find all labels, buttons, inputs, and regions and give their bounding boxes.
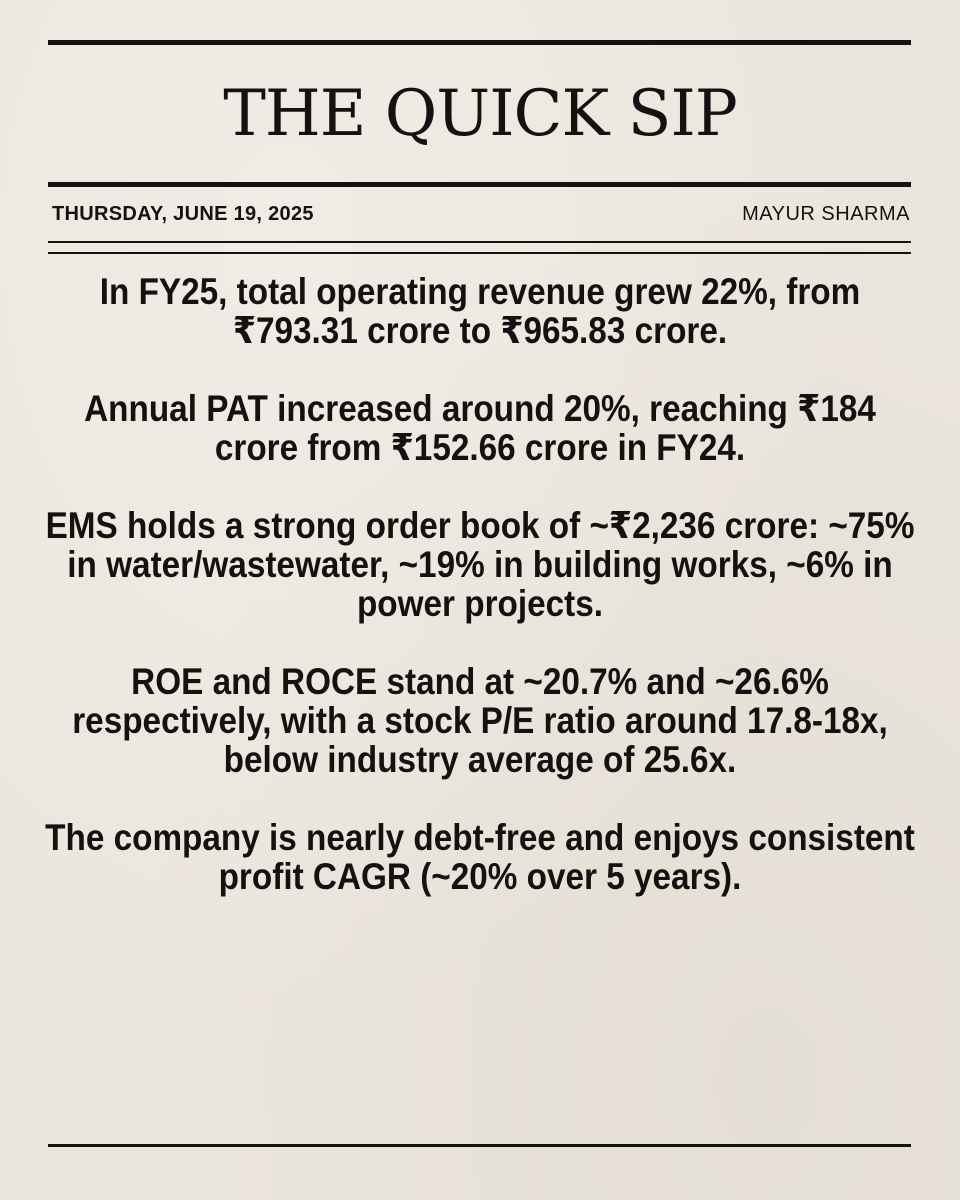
paragraph-debt: The company is nearly debt-free and enjoys consistent profit CAGR (~20% over 5 years). (45, 817, 915, 897)
paragraph-order-book: EMS holds a strong order book of ~₹2,236 crore: ~75% in water/wastewater, ~19% in building works, ~6% in power projects. (45, 505, 915, 624)
bottom-rule (48, 1144, 911, 1147)
dateline-rule-lower (48, 252, 911, 254)
dateline: THURSDAY, JUNE 19, 2025 (52, 203, 314, 225)
paragraph-ratios: ROE and ROCE stand at ~20.7% and ~26.6% respectively, with a stock P/E ratio around 17.8-18x, below industry average of 25.6x. (72, 661, 888, 780)
dateline-rule-upper (48, 241, 911, 243)
paragraph-pat: Annual PAT increased around 20%, reaching ₹184 crore from ₹152.66 crore in FY24. (84, 388, 876, 468)
byline: MAYUR SHARMA (742, 203, 910, 225)
masthead-rule (48, 182, 911, 187)
top-rule (48, 40, 911, 45)
article-body (40, 272, 920, 896)
masthead-title: THE QUICK SIP (223, 77, 737, 151)
paragraph-revenue: In FY25, total operating revenue grew 22%, from ₹793.31 crore to ₹965.83 crore. (99, 271, 861, 351)
